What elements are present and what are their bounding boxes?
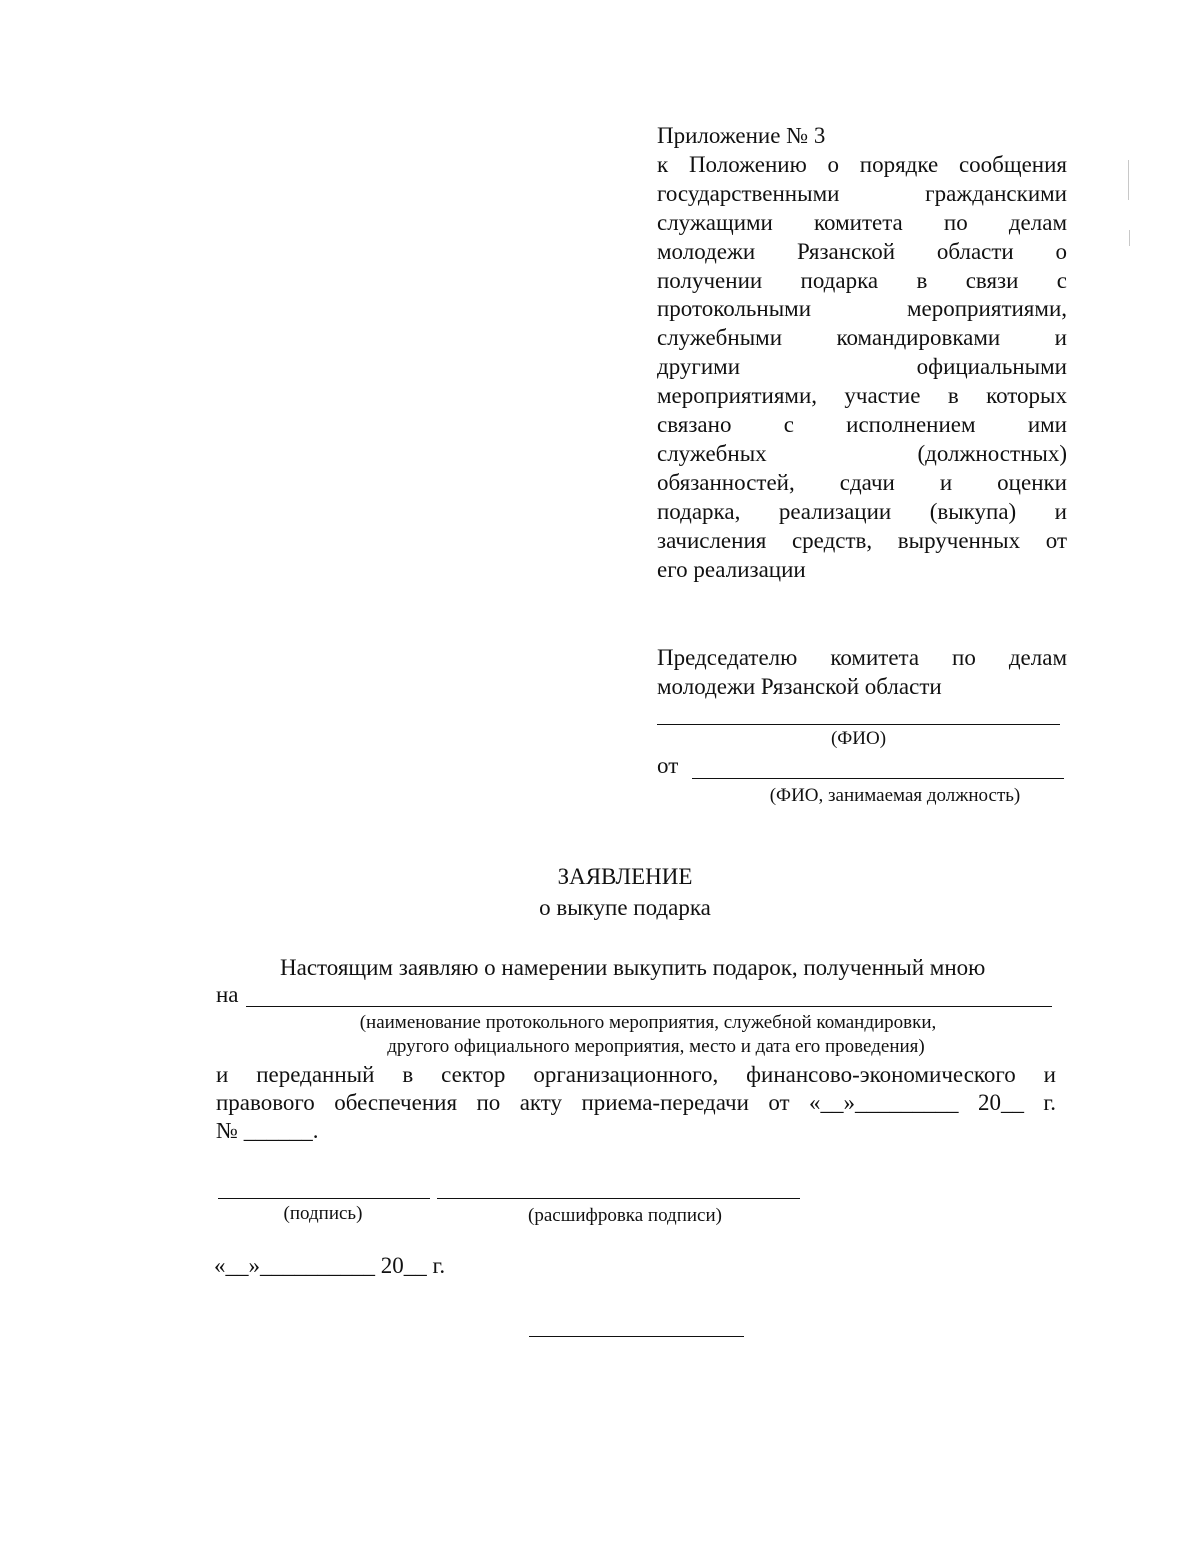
- transfer-line-2: правового обеспечения по акту приема-передачи от «__»_________ 20__ г.: [216, 1090, 1056, 1115]
- from-line: [692, 778, 1064, 779]
- event-caption-2: другого официального мероприятия, место и дата его проведения): [387, 1036, 925, 1057]
- event-caption-1: (наименование протокольного мероприятия, служебной командировки,: [359, 1012, 937, 1033]
- appendix-line: подарка, реализации (выкупа) и: [657, 498, 1067, 524]
- addressee-block: [657, 643, 1067, 701]
- event-line: [246, 1006, 1052, 1007]
- signature-date: «__»__________ 20__ г.: [214, 1253, 446, 1278]
- appendix-line: другими официальными: [657, 354, 1067, 380]
- fio-caption: (ФИО): [830, 728, 887, 749]
- addressee-fio-line: [657, 724, 1060, 725]
- from-label: от: [657, 753, 679, 778]
- appendix-line: связано с исполнением ими: [657, 412, 1067, 438]
- addressee-line-1: Председателю комитета по делам: [657, 645, 1067, 670]
- appendix-line: служебными командировками и: [657, 325, 1067, 351]
- closing-separator: [529, 1336, 744, 1337]
- transfer-line-1: и переданный в сектор организационного, финансово-экономического и: [216, 1062, 1056, 1087]
- scan-mark: [1129, 230, 1130, 246]
- document-subtitle: о выкупе подарка: [539, 895, 711, 920]
- appendix-line: обязанностей, сдачи и оценки: [657, 469, 1067, 495]
- signature-caption: (подпись): [283, 1203, 363, 1224]
- addressee-line-2: молодежи Рязанской области: [657, 674, 942, 699]
- appendix-line: мероприятиями, участие в которых: [657, 383, 1067, 409]
- appendix-title: Приложение № 3: [657, 123, 826, 148]
- scan-mark: [1128, 160, 1129, 200]
- appendix-line: молодежи Рязанской области о: [657, 238, 1067, 264]
- signature-decode-line: [437, 1198, 800, 1199]
- appendix-line: служащими комитета по делам: [657, 209, 1067, 235]
- document-title: ЗАЯВЛЕНИЕ: [557, 864, 693, 889]
- appendix-line: зачисления средств, вырученных от: [657, 527, 1067, 553]
- appendix-last-line: его реализации: [657, 556, 806, 582]
- on-label: на: [216, 982, 239, 1007]
- transfer-paragraph: [216, 1061, 1056, 1145]
- signature-decode-caption: (расшифровка подписи): [528, 1205, 722, 1226]
- appendix-block: [657, 122, 1067, 585]
- appendix-line: получении подарка в связи с: [657, 267, 1067, 293]
- appendix-line: государственными гражданскими: [657, 180, 1067, 206]
- statement-intro: Настоящим заявляю о намерении выкупить подарок, полученный мною: [280, 955, 986, 980]
- act-number-line: № ______.: [216, 1118, 319, 1143]
- appendix-line: служебных (должностных): [657, 440, 1067, 466]
- signature-line: [218, 1198, 430, 1199]
- appendix-line: протокольными мероприятиями,: [657, 296, 1067, 322]
- appendix-line: к Положению о порядке сообщения: [657, 151, 1067, 177]
- from-caption: (ФИО, занимаемая должность): [769, 785, 1021, 806]
